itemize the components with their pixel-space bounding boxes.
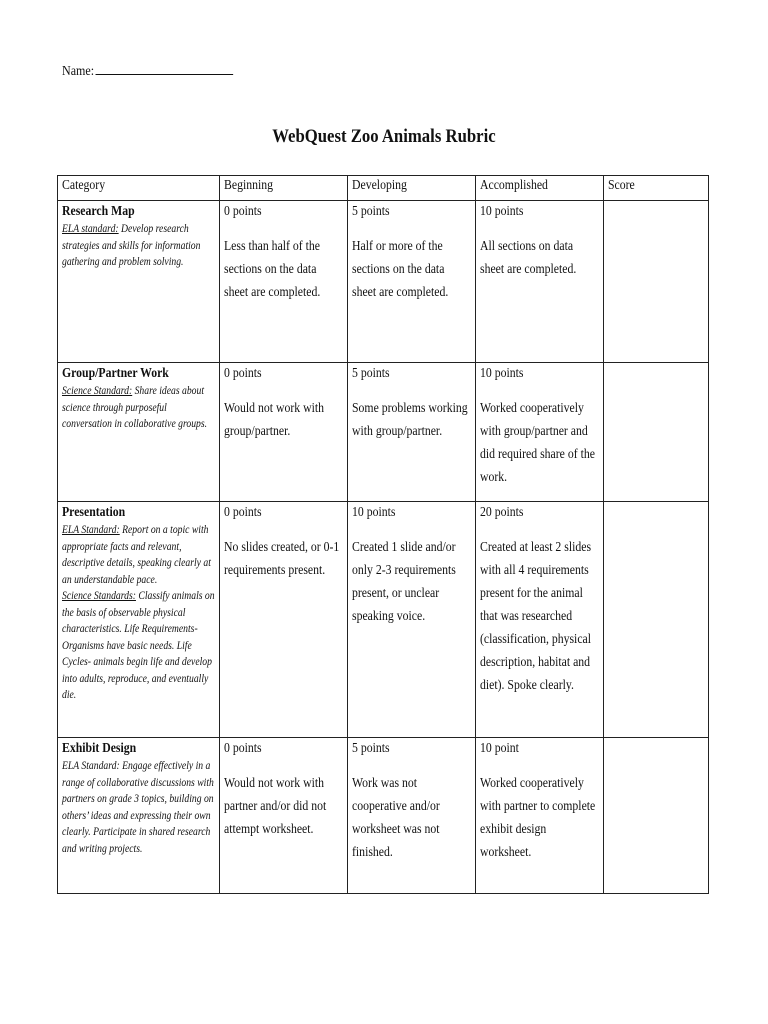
beginning-cell: 0 points No slides created, or 0-1 requirements present. [220, 502, 348, 738]
standard-text: Science Standard: Share ideas about science through purposeful conversation in collaborative groups. [62, 385, 208, 430]
accomplished-cell: 10 point Worked cooperatively with partner to complete exhibit design worksheet. [476, 738, 604, 894]
accomplished-cell: 10 points Worked cooperatively with group/partner and did required share of the work. [476, 363, 604, 502]
category-title: Research Map [62, 204, 135, 219]
developing-cell: 5 points Half or more of the sections on the data sheet are completed. [348, 201, 476, 363]
score-cell[interactable] [604, 738, 709, 894]
rubric-row-group-partner-work [58, 363, 709, 502]
score-cell[interactable] [604, 363, 709, 502]
category-cell [58, 363, 220, 502]
category-cell [58, 201, 220, 363]
rubric-row-research-map [58, 201, 709, 363]
category-cell [58, 502, 220, 738]
beginning-cell: 0 points Less than half of the sections on the data sheet are completed. [220, 201, 348, 363]
category-title: Group/Partner Work [62, 366, 169, 381]
name-label: Name: [62, 64, 95, 79]
page-title [0, 126, 768, 148]
column-header-score: Score [604, 176, 709, 201]
column-header-category: Category [58, 176, 220, 201]
rubric-row-presentation [58, 502, 709, 738]
rubric-table [57, 175, 709, 894]
standard-text: Science Standards: Classify animals on the basis of observable physical characteristics. Life Requirements- Organisms have basic needs. Life Cycles- animals begin life and develop into adults, reproduce, and eventually die. [62, 590, 215, 701]
developing-cell: 5 points Some problems working with group/partner. [348, 363, 476, 502]
column-header-developing: Developing [348, 176, 476, 201]
column-header-accomplished: Accomplished [476, 176, 604, 201]
page-title-text: WebQuest Zoo Animals Rubric [272, 126, 496, 147]
standard-text: ELA standard: Develop research strategies and skills for information gathering and problem solving. [62, 223, 201, 268]
category-title: Presentation [62, 505, 126, 520]
rubric-row-exhibit-design [58, 738, 709, 894]
standard-text: ELA Standard: Report on a topic with appropriate facts and relevant, descriptive details, speaking clearly at an understandable pace. [62, 524, 211, 586]
score-cell[interactable] [604, 201, 709, 363]
accomplished-cell: 20 points Created at least 2 slides with all 4 requirements present for the animal that was researched (classification, physical description, habitat and diet). Spoke clearly. [476, 502, 604, 738]
name-blank-line [96, 62, 234, 75]
category-title: Exhibit Design [62, 741, 137, 756]
accomplished-cell: 10 points All sections on data sheet are completed. [476, 201, 604, 363]
developing-cell: 5 points Work was not cooperative and/or worksheet was not finished. [348, 738, 476, 894]
beginning-cell: 0 points Would not work with group/partner. [220, 363, 348, 502]
header-row [58, 176, 709, 201]
category-cell [58, 738, 220, 894]
standard-text: ELA Standard: Engage effectively in a range of collaborative discussions with partners on grade 3 topics, building on others’ ideas and expressing their own clearly. Participate in shared research and writing projects. [62, 760, 214, 855]
score-cell[interactable] [604, 502, 709, 738]
column-header-beginning: Beginning [220, 176, 348, 201]
beginning-cell: 0 points Would not work with partner and/or did not attempt worksheet. [220, 738, 348, 894]
name-field [62, 62, 233, 80]
developing-cell: 10 points Created 1 slide and/or only 2-3 requirements present, or unclear speaking voice. [348, 502, 476, 738]
